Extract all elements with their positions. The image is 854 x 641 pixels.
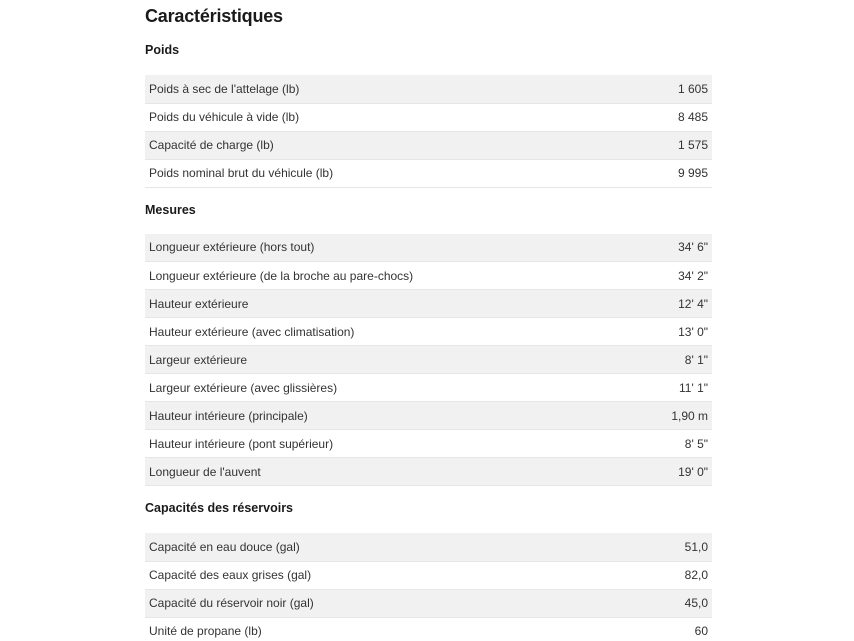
- table-row: [145, 561, 712, 589]
- spec-value: 13' 0": [554, 318, 712, 346]
- section-title-reservoirs: Capacités des réservoirs: [145, 501, 294, 515]
- table-row: [145, 103, 712, 131]
- spec-label: Longueur extérieure (de la broche au pare-chocs): [145, 262, 554, 290]
- table-row: [145, 533, 712, 561]
- specifications-panel: [145, 4, 712, 641]
- spec-value: 82,0: [554, 561, 712, 589]
- spec-value: 45,0: [554, 589, 712, 617]
- spec-label: Capacité de charge (lb): [145, 131, 554, 159]
- spec-label: Largeur extérieure: [145, 346, 554, 374]
- table-row: [145, 234, 712, 262]
- section-title-poids: Poids: [145, 43, 180, 57]
- spec-value: 8' 5": [554, 430, 712, 458]
- table-row: [145, 75, 712, 103]
- spec-label: Hauteur intérieure (principale): [145, 402, 554, 430]
- table-row: [145, 458, 712, 486]
- spec-value: 11' 1": [554, 374, 712, 402]
- table-row: [145, 346, 712, 374]
- spec-label: Capacité des eaux grises (gal): [145, 561, 554, 589]
- table-row: [145, 318, 712, 346]
- table-row: [145, 402, 712, 430]
- table-row: [145, 430, 712, 458]
- spec-label: Largeur extérieure (avec glissières): [145, 374, 554, 402]
- table-row: [145, 262, 712, 290]
- table-reservoirs: [145, 533, 712, 641]
- spec-value: 34' 2": [554, 262, 712, 290]
- spec-value: 8 485: [554, 103, 712, 131]
- spec-value: 12' 4": [554, 290, 712, 318]
- spec-value: 1 575: [554, 131, 712, 159]
- spec-label: Longueur de l'auvent: [145, 458, 554, 486]
- spec-value: 8' 1": [554, 346, 712, 374]
- spec-value: 19' 0": [554, 458, 712, 486]
- table-poids: [145, 75, 712, 188]
- spec-label: Poids du véhicule à vide (lb): [145, 103, 554, 131]
- spec-label: Poids à sec de l'attelage (lb): [145, 75, 554, 103]
- table-mesures: [145, 234, 712, 487]
- table-row: [145, 589, 712, 617]
- spec-label: Capacité en eau douce (gal): [145, 533, 554, 561]
- table-row: [145, 374, 712, 402]
- spec-label: Hauteur intérieure (pont supérieur): [145, 430, 554, 458]
- table-row: [145, 617, 712, 641]
- spec-value: 51,0: [554, 533, 712, 561]
- spec-label: Longueur extérieure (hors tout): [145, 234, 554, 262]
- section-title-mesures: Mesures: [145, 202, 196, 217]
- page-title: Caractéristiques: [145, 6, 283, 26]
- spec-value: 60: [554, 617, 712, 641]
- spec-label: Hauteur extérieure: [145, 290, 554, 318]
- spec-value: 34' 6": [554, 234, 712, 262]
- spec-label: Unité de propane (lb): [145, 617, 554, 641]
- spec-label: Capacité du réservoir noir (gal): [145, 589, 554, 617]
- table-row: [145, 159, 712, 187]
- table-row: [145, 290, 712, 318]
- spec-value: 1,90 m: [554, 402, 712, 430]
- spec-label: Hauteur extérieure (avec climatisation): [145, 318, 554, 346]
- table-row: [145, 131, 712, 159]
- spec-value: 9 995: [554, 159, 712, 187]
- spec-label: Poids nominal brut du véhicule (lb): [145, 159, 554, 187]
- spec-value: 1 605: [554, 75, 712, 103]
